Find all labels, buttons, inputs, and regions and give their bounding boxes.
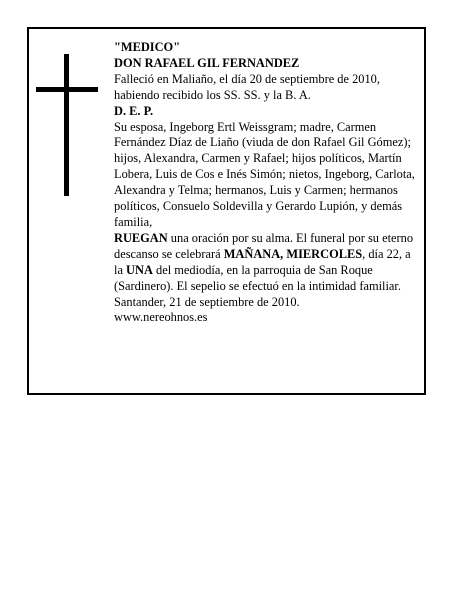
website-text: www.nereohnos.es (114, 310, 208, 325)
request-text-3: , día 22, a la (114, 246, 411, 277)
obituary-text (114, 40, 416, 326)
dep-abbreviation: D. E. P. (114, 103, 154, 118)
latin-cross-icon (36, 54, 98, 196)
request-text-1: una oración por su alma. El funeral por su eterno descanso se celebrará (114, 230, 414, 261)
cross-vertical-bar (64, 54, 69, 196)
cross-horizontal-bar (36, 87, 98, 92)
una-text: UNA (126, 262, 153, 277)
family-list: Su esposa, Ingeborg Ertl Weissgram; madre, Carmen Fernández Díaz de Liaño (viuda de don Rafael Gil Gómez); hijos, Alexandra, Carmen y Rafael; hijos políticos, Martín Lobera, Luis de Cos e Inés Simón; nietos, Ingeborg, Carlota, Alexandra y Telma; hermanos, Luis y Carmen; hermanos políticos, Consuelo Soldevilla y Gerardo Lupión, y demás familia, (114, 119, 415, 229)
nickname: "MEDICO" (114, 40, 181, 54)
deceased-name: DON RAFAEL GIL FERNANDEZ (114, 55, 300, 70)
ruegan-text: RUEGAN (114, 230, 168, 245)
miercoles-text: MIERCOLES (286, 246, 363, 261)
manana-text: MAÑANA, (223, 246, 284, 261)
place-date: Santander, 21 de septiembre de 2010. (114, 294, 300, 309)
funeral-request (114, 231, 416, 295)
request-text-4: del mediodía, en la parroquia de San Roque (Sardinero). El sepelio se efectuó en la intimidad familiar. (114, 262, 401, 293)
death-statement: Falleció en Maliaño, el día 20 de septiembre de 2010, habiendo recibido los SS. SS. y la B. A. (114, 71, 380, 102)
